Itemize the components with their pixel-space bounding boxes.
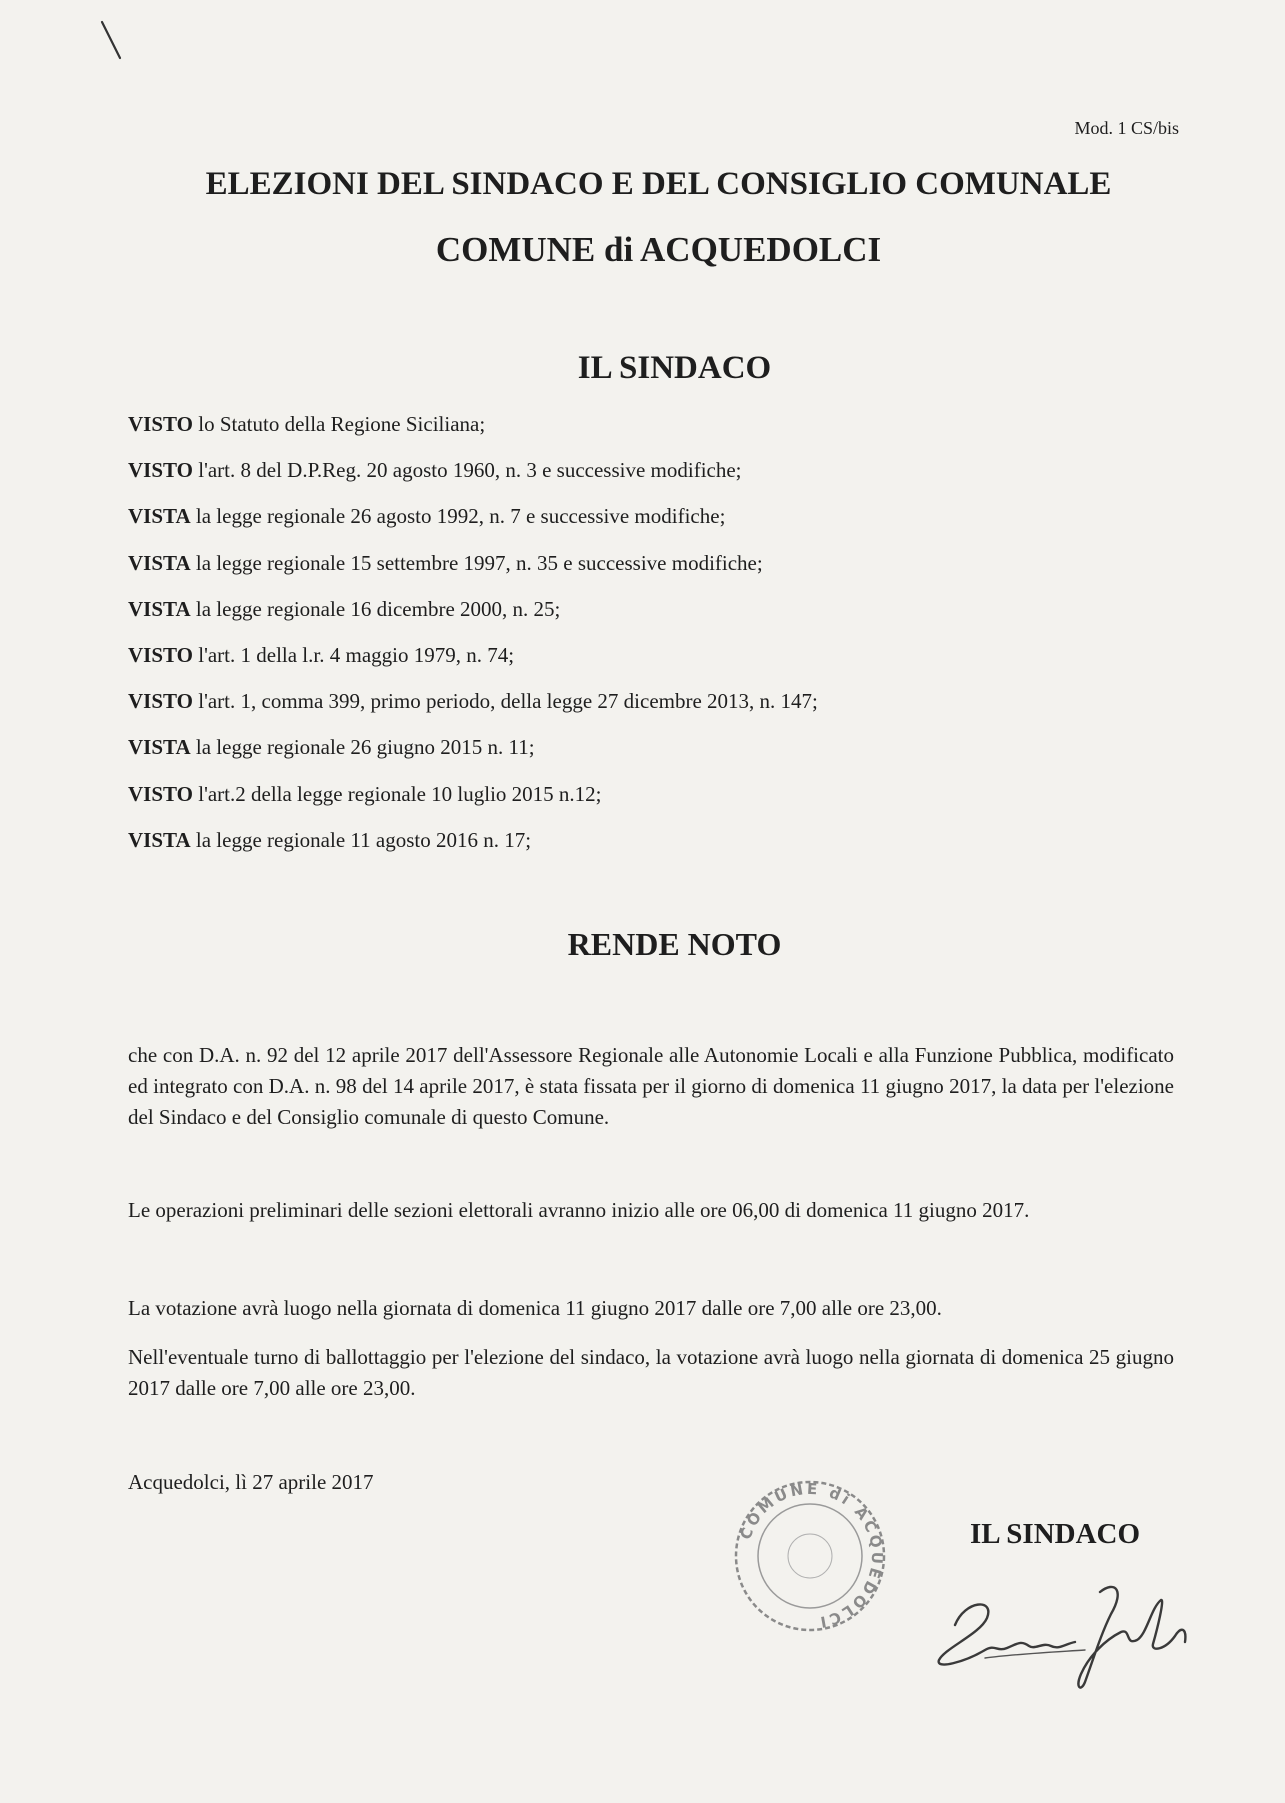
legal-reference: VISTO l'art. 8 del D.P.Reg. 20 agosto 1960, n. 3 e successive modifiche;: [128, 458, 742, 483]
stamp-text: COMUNE di ACQUEDOLCI: [736, 1479, 887, 1632]
legal-reference: VISTA la legge regionale 11 agosto 2016 n. 17;: [128, 827, 532, 852]
legal-reference: VISTO lo Statuto della Regione Siciliana;: [128, 412, 486, 436]
pen-stroke-mark: [100, 20, 124, 60]
handwritten-signature: [925, 1570, 1195, 1700]
legal-reference: VISTA la legge regionale 16 dicembre 2000, n. 25;: [128, 596, 561, 621]
legal-references-list: [128, 412, 1188, 874]
legal-reference: VISTA la legge regionale 26 giugno 2015 n. 11;: [128, 735, 535, 760]
election-date-paragraph: che con D.A. n. 92 del 12 aprile 2017 dell'Assessore Regionale alle Autonomie Locali e alla Funzione Pubblica, modificato ed integrato con D.A. n. 98 del 14 aprile 2017, è stata fissata per il giorno di domenica 11 giugno 2017, la data per l'elezione del Sindaco e del Consiglio comunale di questo Comune.: [128, 1043, 1174, 1129]
authority-heading: IL SINDACO: [577, 350, 772, 386]
legal-reference: VISTO l'art. 1, comma 399, primo periodo, della legge 27 dicembre 2013, n. 147;: [128, 689, 818, 714]
election-title: ELEZIONI DEL SINDACO E DEL CONSIGLIO COMUNALE: [205, 166, 1112, 202]
place-and-date: Acquedolci, lì 27 aprile 2017: [128, 1470, 374, 1494]
model-code: Mod. 1 CS/bis: [1074, 118, 1179, 138]
runoff-paragraph: Nell'eventuale turno di ballottaggio per l'elezione del sindaco, la votazione avrà luogo nella giornata di domenica 25 giugno 2017 dalle ore 7,00 alle ore 23,00.: [128, 1345, 1174, 1400]
legal-reference: VISTA la legge regionale 15 settembre 1997, n. 35 e successive modifiche;: [128, 550, 763, 575]
municipal-stamp-seal: [730, 1476, 890, 1636]
legal-reference: VISTO l'art. 1 della l.r. 4 maggio 1979, n. 74;: [128, 642, 515, 667]
municipality-title: COMUNE di ACQUEDOLCI: [435, 230, 882, 269]
voting-hours-paragraph: La votazione avrà luogo nella giornata di domenica 11 giugno 2017 dalle ore 7,00 alle ore 23,00.: [128, 1296, 942, 1320]
legal-reference: VISTO l'art.2 della legge regionale 10 luglio 2015 n.12;: [128, 781, 602, 806]
notice-heading: RENDE NOTO: [567, 926, 782, 962]
preliminary-operations-paragraph: Le operazioni preliminari delle sezioni elettorali avranno inizio alle ore 06,00 di domenica 11 giugno 2017.: [128, 1198, 1030, 1222]
legal-reference: VISTA la legge regionale 26 agosto 1992, n. 7 e successive modifiche;: [128, 504, 726, 529]
signatory-title: IL SINDACO: [970, 1518, 1141, 1550]
